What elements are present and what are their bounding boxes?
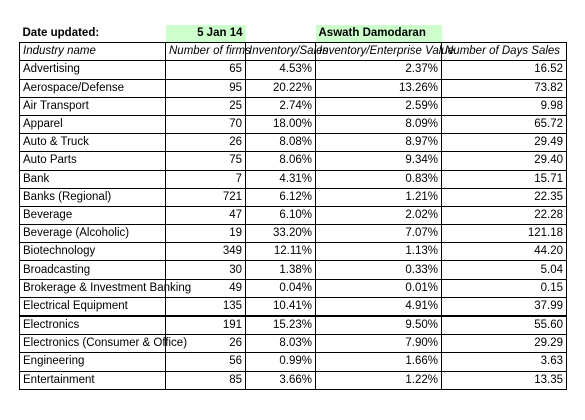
value-cell[interactable]: 30 xyxy=(166,261,246,279)
value-cell[interactable]: 19 xyxy=(166,225,246,243)
value-cell[interactable]: 29.49 xyxy=(442,134,567,152)
value-cell[interactable]: 7.90% xyxy=(316,335,442,353)
value-cell[interactable]: 26 xyxy=(166,335,246,353)
info-row xyxy=(20,25,567,43)
table-row xyxy=(20,115,567,133)
value-cell[interactable]: 13.26% xyxy=(316,79,442,97)
value-cell[interactable]: 37.99 xyxy=(442,297,567,316)
value-cell[interactable]: 3.66% xyxy=(246,371,316,389)
value-cell[interactable]: 85 xyxy=(166,371,246,389)
value-cell[interactable]: 18.00% xyxy=(246,115,316,133)
date-label[interactable]: Date updated: xyxy=(22,27,100,40)
value-cell[interactable]: 49 xyxy=(166,279,246,297)
value-cell[interactable]: 47 xyxy=(166,206,246,224)
table-row xyxy=(20,134,567,152)
value-cell[interactable]: 20.22% xyxy=(246,79,316,97)
table-row xyxy=(20,316,567,335)
value-cell[interactable]: 16.52 xyxy=(442,61,567,79)
industry-name-cell[interactable]: Broadcasting xyxy=(20,261,166,279)
column-header[interactable]: Number of firms xyxy=(166,43,246,61)
value-cell[interactable]: 7 xyxy=(166,170,246,188)
value-cell[interactable]: 349 xyxy=(166,243,246,261)
value-cell[interactable]: 8.09% xyxy=(316,115,442,133)
value-cell[interactable]: 4.53% xyxy=(246,61,316,79)
value-cell[interactable]: 33.20% xyxy=(246,225,316,243)
value-cell[interactable]: 0.04% xyxy=(246,279,316,297)
industry-name-cell[interactable]: Entertainment xyxy=(20,371,166,389)
value-cell[interactable]: 29.29 xyxy=(442,335,567,353)
table-row xyxy=(20,279,567,297)
value-cell[interactable]: 65.72 xyxy=(442,115,567,133)
value-cell[interactable]: 15.23% xyxy=(246,316,316,335)
value-cell[interactable]: 8.97% xyxy=(316,134,442,152)
value-cell[interactable]: 191 xyxy=(166,316,246,335)
value-cell[interactable]: 29.40 xyxy=(442,152,567,170)
value-cell[interactable]: 1.66% xyxy=(316,353,442,371)
industry-name-cell[interactable]: Advertising xyxy=(20,61,166,79)
table-row xyxy=(20,97,567,115)
industry-name-cell[interactable]: Bank xyxy=(20,170,166,188)
industry-name-cell[interactable]: Electronics (Consumer & Office) xyxy=(20,335,166,353)
date-value[interactable]: 5 Jan 14 xyxy=(166,25,246,43)
value-cell[interactable]: 15.71 xyxy=(442,170,567,188)
value-cell[interactable]: 6.10% xyxy=(246,206,316,224)
value-cell[interactable]: 2.59% xyxy=(316,97,442,115)
industry-table xyxy=(19,25,567,390)
value-cell[interactable]: 2.37% xyxy=(316,61,442,79)
table-row xyxy=(20,225,567,243)
industry-name-cell[interactable]: Apparel xyxy=(20,115,166,133)
table-row xyxy=(20,206,567,224)
value-cell[interactable]: 4.31% xyxy=(246,170,316,188)
author-cell[interactable]: Aswath Damodaran xyxy=(316,25,442,43)
table-row xyxy=(20,61,567,79)
value-cell[interactable]: 7.07% xyxy=(316,225,442,243)
table-row xyxy=(20,353,567,371)
column-header[interactable]: Inventory/Enterprise Value xyxy=(316,43,442,61)
column-header[interactable]: Inventory/Sales xyxy=(246,43,316,61)
table-row xyxy=(20,371,567,389)
value-cell[interactable]: 1.13% xyxy=(316,243,442,261)
column-header[interactable]: Industry name xyxy=(20,43,166,61)
value-cell[interactable]: 12.11% xyxy=(246,243,316,261)
industry-name-cell[interactable]: Beverage xyxy=(20,206,166,224)
value-cell[interactable]: 55.60 xyxy=(442,316,567,335)
table-row xyxy=(20,170,567,188)
industry-name-cell[interactable]: Air Transport xyxy=(20,97,166,115)
value-cell[interactable]: 75 xyxy=(166,152,246,170)
value-cell[interactable]: 0.83% xyxy=(316,170,442,188)
industry-name-cell[interactable]: Auto Parts xyxy=(20,152,166,170)
value-cell[interactable]: 1.38% xyxy=(246,261,316,279)
value-cell[interactable]: 4.91% xyxy=(316,297,442,316)
value-cell[interactable]: 121.18 xyxy=(442,225,567,243)
industry-name-cell[interactable]: Aerospace/Defense xyxy=(20,79,166,97)
value-cell[interactable]: 5.04 xyxy=(442,261,567,279)
value-cell[interactable]: 25 xyxy=(166,97,246,115)
spreadsheet xyxy=(19,25,566,390)
value-cell[interactable]: 44.20 xyxy=(442,243,567,261)
table-row xyxy=(20,335,567,353)
value-cell[interactable]: 10.41% xyxy=(246,297,316,316)
value-cell[interactable]: 3.63 xyxy=(442,353,567,371)
value-cell[interactable]: 0.99% xyxy=(246,353,316,371)
table-row xyxy=(20,261,567,279)
table-row xyxy=(20,79,567,97)
empty-cell[interactable] xyxy=(442,25,567,43)
value-cell[interactable]: 22.28 xyxy=(442,206,567,224)
industry-name-cell[interactable]: Electronics xyxy=(20,316,166,335)
value-cell[interactable]: 2.74% xyxy=(246,97,316,115)
table-row xyxy=(20,243,567,261)
industry-name-cell[interactable]: Electrical Equipment xyxy=(20,297,166,316)
industry-name-cell[interactable]: Beverage (Alcoholic) xyxy=(20,225,166,243)
industry-name-cell[interactable]: Auto & Truck xyxy=(20,134,166,152)
value-cell[interactable]: 9.50% xyxy=(316,316,442,335)
value-cell[interactable]: 9.98 xyxy=(442,97,567,115)
value-cell[interactable]: 6.12% xyxy=(246,188,316,206)
value-cell[interactable]: 22.35 xyxy=(442,188,567,206)
column-header-row xyxy=(20,43,567,61)
industry-name-cell[interactable]: Engineering xyxy=(20,353,166,371)
value-cell[interactable]: 8.08% xyxy=(246,134,316,152)
table-row xyxy=(20,188,567,206)
value-cell[interactable]: 0.01% xyxy=(316,279,442,297)
table-row xyxy=(20,152,567,170)
column-header[interactable]: Number of Days Sales xyxy=(442,43,567,61)
value-cell[interactable]: 0.33% xyxy=(316,261,442,279)
value-cell[interactable]: 721 xyxy=(166,188,246,206)
value-cell[interactable]: 1.22% xyxy=(316,371,442,389)
value-cell[interactable]: 135 xyxy=(166,297,246,316)
value-cell[interactable]: 1.21% xyxy=(316,188,442,206)
table-row xyxy=(20,297,567,316)
value-cell[interactable]: 95 xyxy=(166,79,246,97)
value-cell[interactable]: 56 xyxy=(166,353,246,371)
industry-name-cell[interactable]: Banks (Regional) xyxy=(20,188,166,206)
industry-name-cell[interactable]: Brokerage & Investment Banking xyxy=(20,279,166,297)
value-cell[interactable]: 8.06% xyxy=(246,152,316,170)
value-cell[interactable]: 9.34% xyxy=(316,152,442,170)
value-cell[interactable]: 8.03% xyxy=(246,335,316,353)
industry-name-cell[interactable]: Biotechnology xyxy=(20,243,166,261)
value-cell[interactable]: 26 xyxy=(166,134,246,152)
value-cell[interactable]: 73.82 xyxy=(442,79,567,97)
empty-cell[interactable] xyxy=(246,25,316,43)
value-cell[interactable]: 0.15 xyxy=(442,279,567,297)
value-cell[interactable]: 65 xyxy=(166,61,246,79)
value-cell[interactable]: 70 xyxy=(166,115,246,133)
value-cell[interactable]: 13.35 xyxy=(442,371,567,389)
value-cell[interactable]: 2.02% xyxy=(316,206,442,224)
